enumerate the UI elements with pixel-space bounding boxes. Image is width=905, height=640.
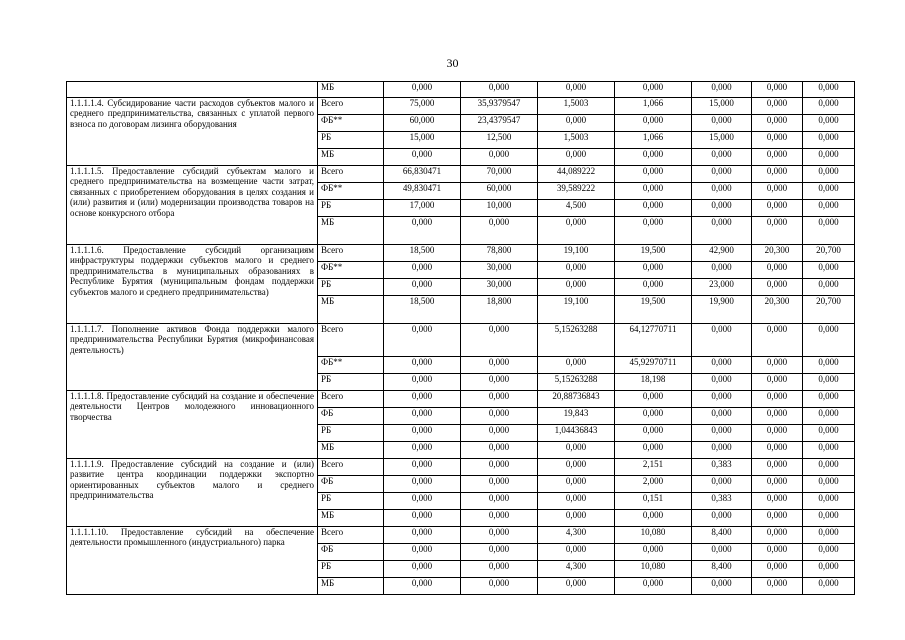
value-cell: 5,15263288 — [538, 374, 615, 391]
value-cell: 0,000 — [752, 459, 803, 476]
value-cell: 0,000 — [461, 510, 538, 527]
value-cell: 0,000 — [615, 82, 692, 98]
value-cell: 0,000 — [461, 425, 538, 442]
source-cell: МБ — [318, 442, 384, 459]
value-cell: 0,000 — [803, 166, 855, 183]
value-cell: 0,000 — [615, 166, 692, 183]
value-cell: 0,000 — [461, 82, 538, 98]
value-cell: 8,400 — [692, 561, 752, 578]
measure-description: 1.1.1.1.4. Субсидирование части расходов субъектов малого и среднего предпринимательства, связанных с уплатой первого взноса по договорам лизинга оборудования — [67, 98, 318, 166]
value-cell: 18,500 — [384, 245, 461, 262]
value-cell: 0,000 — [461, 149, 538, 166]
value-cell: 0,000 — [615, 115, 692, 132]
value-cell: 1,066 — [615, 132, 692, 149]
source-cell: ФБ** — [318, 183, 384, 200]
source-cell: Всего — [318, 324, 384, 357]
source-cell: ФБ — [318, 476, 384, 493]
value-cell: 0,000 — [384, 324, 461, 357]
value-cell: 15,000 — [692, 98, 752, 115]
measure-description: 1.1.1.1.8. Предоставление субсидий на создание и обеспечение деятельности Центров молодежного инновационного творчества — [67, 391, 318, 459]
value-cell: 0,000 — [752, 476, 803, 493]
value-cell: 19,100 — [538, 245, 615, 262]
value-cell: 44,089222 — [538, 166, 615, 183]
value-cell: 0,000 — [752, 425, 803, 442]
value-cell: 0,000 — [692, 510, 752, 527]
value-cell: 0,000 — [538, 544, 615, 561]
value-cell: 0,000 — [803, 324, 855, 357]
value-cell: 0,000 — [538, 578, 615, 595]
value-cell: 10,000 — [461, 200, 538, 217]
value-cell: 0,000 — [461, 493, 538, 510]
value-cell: 64,12770711 — [615, 324, 692, 357]
value-cell: 0,000 — [615, 149, 692, 166]
value-cell: 0,000 — [752, 391, 803, 408]
value-cell: 0,000 — [692, 391, 752, 408]
value-cell: 19,100 — [538, 296, 615, 324]
value-cell: 0,000 — [803, 262, 855, 279]
value-cell: 0,000 — [692, 262, 752, 279]
value-cell: 0,000 — [692, 166, 752, 183]
value-cell: 17,000 — [384, 200, 461, 217]
value-cell: 0,000 — [803, 425, 855, 442]
value-cell: 0,000 — [752, 217, 803, 245]
value-cell: 0,000 — [803, 132, 855, 149]
value-cell: 30,000 — [461, 279, 538, 296]
value-cell: 0,000 — [803, 459, 855, 476]
value-cell: 0,000 — [752, 279, 803, 296]
value-cell: 0,000 — [461, 357, 538, 374]
table-row — [67, 391, 855, 408]
source-cell: МБ — [318, 578, 384, 595]
value-cell: 0,000 — [752, 578, 803, 595]
value-cell: 0,000 — [803, 183, 855, 200]
value-cell: 0,000 — [538, 442, 615, 459]
value-cell: 0,000 — [752, 324, 803, 357]
table-row — [67, 166, 855, 183]
value-cell: 0,000 — [692, 324, 752, 357]
value-cell: 10,080 — [615, 561, 692, 578]
value-cell: 49,830471 — [384, 183, 461, 200]
value-cell: 0,000 — [384, 279, 461, 296]
value-cell: 0,000 — [384, 408, 461, 425]
value-cell: 18,198 — [615, 374, 692, 391]
value-cell: 12,500 — [461, 132, 538, 149]
value-cell: 0,000 — [752, 149, 803, 166]
source-cell: ФБ** — [318, 262, 384, 279]
value-cell: 0,151 — [615, 493, 692, 510]
value-cell: 0,000 — [752, 183, 803, 200]
value-cell: 0,000 — [384, 357, 461, 374]
value-cell: 0,000 — [384, 544, 461, 561]
table-body — [67, 82, 855, 595]
value-cell: 0,000 — [538, 459, 615, 476]
value-cell: 0,000 — [461, 476, 538, 493]
description-cell — [67, 82, 318, 98]
value-cell: 0,000 — [538, 82, 615, 98]
value-cell: 4,300 — [538, 561, 615, 578]
value-cell: 70,000 — [461, 166, 538, 183]
value-cell: 19,843 — [538, 408, 615, 425]
value-cell: 19,500 — [615, 296, 692, 324]
value-cell: 0,000 — [752, 115, 803, 132]
measure-description: 1.1.1.1.9. Предоставление субсидий на создание и (или) развитие центра координации поддержки экспортно ориентированных субъектов малого и среднего предпринимательства — [67, 459, 318, 527]
value-cell: 0,000 — [752, 200, 803, 217]
value-cell: 0,000 — [384, 149, 461, 166]
source-cell: РБ — [318, 374, 384, 391]
value-cell: 60,000 — [384, 115, 461, 132]
value-cell: 15,000 — [384, 132, 461, 149]
value-cell: 0,000 — [803, 279, 855, 296]
value-cell: 0,000 — [803, 391, 855, 408]
value-cell: 0,000 — [461, 324, 538, 357]
value-cell: 20,700 — [803, 296, 855, 324]
value-cell: 0,000 — [384, 374, 461, 391]
value-cell: 0,000 — [384, 391, 461, 408]
value-cell: 0,000 — [461, 544, 538, 561]
value-cell: 0,000 — [752, 544, 803, 561]
value-cell: 0,000 — [384, 510, 461, 527]
value-cell: 0,000 — [538, 217, 615, 245]
value-cell: 0,000 — [692, 374, 752, 391]
value-cell: 0,000 — [752, 82, 803, 98]
measure-description: 1.1.1.1.7. Пополнение активов Фонда поддержки малого предпринимательства Республики Бурятия (микрофинансовая деятельность) — [67, 324, 318, 391]
value-cell: 0,000 — [752, 98, 803, 115]
value-cell: 0,383 — [692, 459, 752, 476]
value-cell: 0,000 — [384, 262, 461, 279]
value-cell: 5,15263288 — [538, 324, 615, 357]
value-cell: 0,000 — [692, 82, 752, 98]
value-cell: 0,000 — [803, 493, 855, 510]
value-cell: 1,066 — [615, 98, 692, 115]
measure-description: 1.1.1.1.6. Предоставление субсидий организациям инфраструктуры поддержки субъектов малого и среднего предпринимательства в муниципальных образованиях в Республике Бурятия (муниципальным фондам поддержки субъектов малого и среднего предпринимательства) — [67, 245, 318, 324]
measure-description: 1.1.1.1.10. Предоставление субсидий на обеспечение деятельности промышленного (индустриального) парка — [67, 527, 318, 595]
value-cell: 0,000 — [752, 493, 803, 510]
source-cell: Всего — [318, 245, 384, 262]
source-cell: ФБ** — [318, 357, 384, 374]
source-cell: МБ — [318, 510, 384, 527]
value-cell: 0,000 — [538, 476, 615, 493]
value-cell: 0,000 — [692, 115, 752, 132]
value-cell: 0,000 — [461, 217, 538, 245]
source-cell: МБ — [318, 82, 384, 98]
value-cell: 0,000 — [803, 578, 855, 595]
value-cell: 0,000 — [803, 510, 855, 527]
value-cell: 20,88736843 — [538, 391, 615, 408]
value-cell: 0,000 — [803, 82, 855, 98]
value-cell: 0,000 — [461, 408, 538, 425]
value-cell: 0,000 — [384, 442, 461, 459]
value-cell: 0,000 — [615, 442, 692, 459]
table-row — [67, 527, 855, 544]
value-cell: 75,000 — [384, 98, 461, 115]
value-cell: 45,92970711 — [615, 357, 692, 374]
value-cell: 4,500 — [538, 200, 615, 217]
value-cell: 0,000 — [461, 442, 538, 459]
measure-description: 1.1.1.1.5. Предоставление субсидий субъектам малого и среднего предпринимательства на возмещение части затрат, связанных с приобретением оборудования в целях создания и (или) развития и (или) модернизации производства товаров на основе конкурсного отбора — [67, 166, 318, 245]
value-cell: 0,000 — [461, 374, 538, 391]
value-cell: 0,000 — [692, 442, 752, 459]
value-cell: 20,300 — [752, 296, 803, 324]
value-cell: 0,000 — [615, 510, 692, 527]
value-cell: 0,000 — [803, 442, 855, 459]
value-cell: 0,000 — [803, 527, 855, 544]
value-cell: 0,000 — [384, 561, 461, 578]
value-cell: 2,000 — [615, 476, 692, 493]
value-cell: 0,000 — [615, 578, 692, 595]
value-cell: 0,000 — [384, 527, 461, 544]
value-cell: 30,000 — [461, 262, 538, 279]
value-cell: 23,4379547 — [461, 115, 538, 132]
value-cell: 0,000 — [752, 408, 803, 425]
value-cell: 0,000 — [538, 357, 615, 374]
source-cell: МБ — [318, 296, 384, 324]
value-cell: 0,000 — [803, 408, 855, 425]
value-cell: 0,000 — [461, 561, 538, 578]
value-cell: 0,000 — [692, 425, 752, 442]
value-cell: 0,000 — [803, 217, 855, 245]
value-cell: 39,589222 — [538, 183, 615, 200]
value-cell: 0,000 — [538, 149, 615, 166]
value-cell: 0,000 — [752, 166, 803, 183]
value-cell: 0,000 — [803, 476, 855, 493]
value-cell: 0,000 — [461, 391, 538, 408]
value-cell: 0,000 — [752, 561, 803, 578]
table-row — [67, 82, 855, 98]
value-cell: 0,000 — [384, 493, 461, 510]
value-cell: 66,830471 — [384, 166, 461, 183]
table-row — [67, 98, 855, 115]
source-cell: ФБ — [318, 408, 384, 425]
value-cell: 0,000 — [752, 132, 803, 149]
value-cell: 0,000 — [803, 115, 855, 132]
value-cell: 0,000 — [752, 510, 803, 527]
source-cell: Всего — [318, 166, 384, 183]
source-cell: РБ — [318, 200, 384, 217]
value-cell: 0,000 — [461, 459, 538, 476]
value-cell: 42,900 — [692, 245, 752, 262]
value-cell: 0,000 — [384, 425, 461, 442]
value-cell: 4,300 — [538, 527, 615, 544]
value-cell: 0,000 — [615, 183, 692, 200]
value-cell: 78,800 — [461, 245, 538, 262]
value-cell: 18,800 — [461, 296, 538, 324]
table-row — [67, 324, 855, 357]
value-cell: 0,000 — [752, 527, 803, 544]
value-cell: 0,000 — [615, 408, 692, 425]
value-cell: 23,000 — [692, 279, 752, 296]
source-cell: МБ — [318, 217, 384, 245]
value-cell: 1,5003 — [538, 132, 615, 149]
value-cell: 0,000 — [692, 357, 752, 374]
source-cell: РБ — [318, 493, 384, 510]
value-cell: 0,000 — [752, 442, 803, 459]
value-cell: 0,000 — [692, 217, 752, 245]
value-cell: 0,000 — [752, 262, 803, 279]
value-cell: 8,400 — [692, 527, 752, 544]
value-cell: 18,500 — [384, 296, 461, 324]
source-cell: ФБ** — [318, 115, 384, 132]
value-cell: 0,000 — [803, 149, 855, 166]
table-row — [67, 245, 855, 262]
source-cell: РБ — [318, 132, 384, 149]
value-cell: 0,000 — [615, 217, 692, 245]
value-cell: 2,151 — [615, 459, 692, 476]
value-cell: 0,000 — [461, 527, 538, 544]
source-cell: ФБ — [318, 544, 384, 561]
source-cell: РБ — [318, 561, 384, 578]
value-cell: 0,000 — [538, 262, 615, 279]
value-cell: 20,300 — [752, 245, 803, 262]
value-cell: 0,000 — [615, 425, 692, 442]
value-cell: 0,000 — [692, 578, 752, 595]
value-cell: 0,000 — [692, 408, 752, 425]
value-cell: 0,000 — [615, 391, 692, 408]
value-cell: 0,000 — [384, 217, 461, 245]
table-row — [67, 459, 855, 476]
value-cell: 1,04436843 — [538, 425, 615, 442]
value-cell: 0,000 — [384, 459, 461, 476]
source-cell: МБ — [318, 149, 384, 166]
source-cell: Всего — [318, 527, 384, 544]
value-cell: 0,000 — [692, 544, 752, 561]
value-cell: 0,000 — [692, 183, 752, 200]
value-cell: 0,000 — [384, 82, 461, 98]
page-number: 30 — [446, 56, 459, 70]
value-cell: 0,000 — [803, 200, 855, 217]
source-cell: Всего — [318, 391, 384, 408]
value-cell: 15,000 — [692, 132, 752, 149]
value-cell: 35,9379547 — [461, 98, 538, 115]
value-cell: 19,500 — [615, 245, 692, 262]
value-cell: 20,700 — [803, 245, 855, 262]
value-cell: 0,000 — [538, 115, 615, 132]
value-cell: 0,000 — [461, 578, 538, 595]
value-cell: 0,000 — [803, 374, 855, 391]
value-cell: 0,000 — [538, 493, 615, 510]
value-cell: 0,000 — [538, 279, 615, 296]
value-cell: 0,000 — [752, 374, 803, 391]
value-cell: 19,900 — [692, 296, 752, 324]
value-cell: 0,000 — [615, 262, 692, 279]
value-cell: 0,000 — [803, 357, 855, 374]
value-cell: 0,000 — [615, 279, 692, 296]
source-cell: РБ — [318, 279, 384, 296]
source-cell: Всего — [318, 459, 384, 476]
value-cell: 0,000 — [538, 510, 615, 527]
value-cell: 0,000 — [803, 561, 855, 578]
source-cell: РБ — [318, 425, 384, 442]
value-cell: 0,000 — [692, 200, 752, 217]
value-cell: 0,000 — [803, 544, 855, 561]
source-cell: Всего — [318, 98, 384, 115]
value-cell: 0,000 — [615, 200, 692, 217]
value-cell: 0,000 — [752, 357, 803, 374]
value-cell: 0,000 — [384, 476, 461, 493]
value-cell: 10,080 — [615, 527, 692, 544]
value-cell: 0,000 — [803, 98, 855, 115]
value-cell: 0,000 — [692, 476, 752, 493]
value-cell: 0,000 — [692, 149, 752, 166]
value-cell: 0,000 — [615, 544, 692, 561]
value-cell: 0,000 — [384, 578, 461, 595]
value-cell: 1,5003 — [538, 98, 615, 115]
value-cell: 0,383 — [692, 493, 752, 510]
budget-table — [66, 81, 855, 595]
value-cell: 60,000 — [461, 183, 538, 200]
